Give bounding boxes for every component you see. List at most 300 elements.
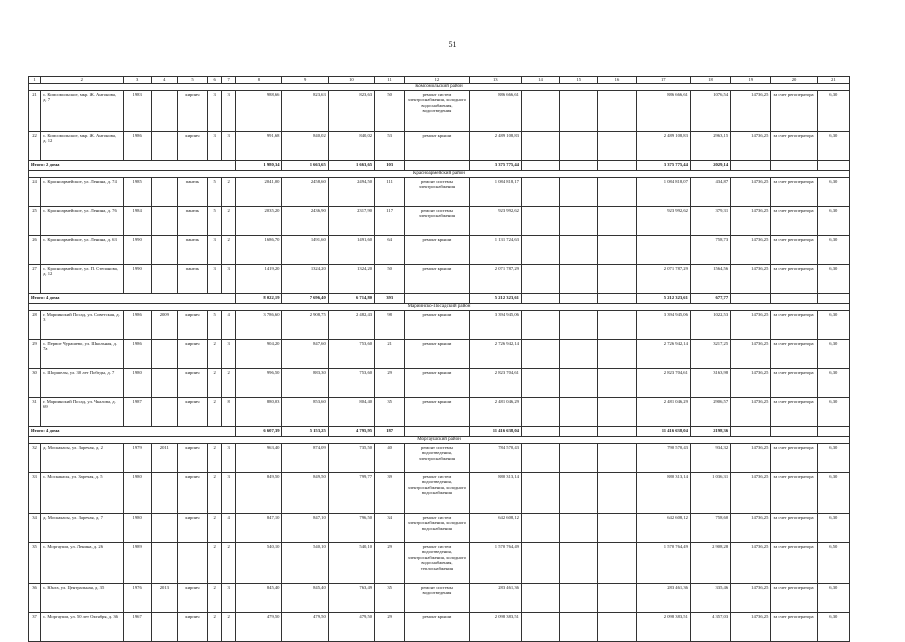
table-cell: 2009 (151, 311, 177, 340)
table-row (29, 369, 850, 398)
table-cell: 904,20 (236, 340, 282, 369)
table-cell (817, 427, 849, 437)
column-number: 3 (123, 77, 151, 84)
table-cell: 2 908,28 (690, 543, 730, 584)
table-cell: 14736,25 (731, 514, 771, 543)
column-number: 2 (41, 77, 124, 84)
table-cell (598, 444, 636, 473)
table-cell: 6,30 (817, 340, 849, 369)
table-cell: 111 (375, 178, 405, 207)
table-cell: 1 570 764,49 (469, 543, 521, 584)
table-cell: 35 (29, 543, 41, 584)
table-cell: 3 (222, 91, 236, 132)
table-cell: 3 (222, 340, 236, 369)
table-cell: 33 (29, 473, 41, 514)
total-row (29, 427, 850, 437)
table-cell (521, 236, 559, 265)
table-cell: ремонт систем водоотведения, электроснабжения, холодного водоснабжения (405, 473, 469, 514)
table-cell: 6,30 (817, 444, 849, 473)
table-cell: за счет регоператора (771, 473, 817, 514)
table-cell (560, 265, 598, 294)
table-cell: 1 084 818,17 (469, 178, 521, 207)
table-cell: 1985 (123, 178, 151, 207)
table-cell: 6 714,80 (328, 294, 374, 304)
table-cell: с. Комсомольское, мкр. Ж. Антонова, д. 12 (41, 132, 124, 161)
table-cell: за счет регоператора (771, 543, 817, 584)
table-cell: за счет регоператора (771, 178, 817, 207)
table-cell (521, 514, 559, 543)
table-cell: 379,31 (690, 207, 730, 236)
column-number: 20 (771, 77, 817, 84)
table-cell: за счет регоператора (771, 265, 817, 294)
table-cell: 2 482,43 (328, 311, 374, 340)
table-cell: 540,10 (282, 543, 328, 584)
column-number: 14 (521, 77, 559, 84)
table-cell: 11 416 638,04 (469, 427, 521, 437)
table-cell (521, 265, 559, 294)
table-cell (560, 340, 598, 369)
table-cell: 1419,20 (236, 265, 282, 294)
table-cell: 2 (208, 514, 222, 543)
table-cell: 6,30 (817, 398, 849, 427)
table-cell: д. Москакасы, ул. Заречая, д. 7 (41, 514, 124, 543)
table-row (29, 132, 850, 161)
table-cell (560, 369, 598, 398)
table-cell: 2013 (151, 584, 177, 613)
table-cell: 2 823 704,61 (469, 369, 521, 398)
table-cell: 283 461,36 (469, 584, 521, 613)
table-cell: 2 098 383,51 (636, 613, 690, 642)
table-cell: 53 (375, 132, 405, 161)
table-cell: 50 (375, 91, 405, 132)
table-cell: ремонт системы электроснабжения (405, 178, 469, 207)
table-cell: 1 663,65 (328, 161, 374, 171)
table-cell: 3 (222, 473, 236, 514)
table-cell: ремонт крыши (405, 340, 469, 369)
repair-program-table (28, 76, 850, 642)
table-cell: 847,10 (282, 514, 328, 543)
column-number: 1 (29, 77, 41, 84)
table-cell (405, 427, 469, 437)
table-cell: 1980 (123, 514, 151, 543)
district-name: Красноармейский район (29, 171, 850, 178)
column-number: 7 (222, 77, 236, 84)
table-cell: за счет регоператора (771, 514, 817, 543)
table-row (29, 91, 850, 132)
table-cell: панель (177, 265, 207, 294)
table-row (29, 473, 850, 514)
table-cell: 1 131 724,63 (469, 236, 521, 265)
table-cell: ремонт крыши (405, 398, 469, 427)
table-cell: 3 375 775,44 (469, 161, 521, 171)
table-cell: за счет регоператора (771, 311, 817, 340)
table-cell (598, 427, 636, 437)
table-cell: 1986 (123, 340, 151, 369)
table-cell: 5 (208, 178, 222, 207)
table-cell (560, 161, 598, 171)
table-cell: 3 394 945,06 (469, 311, 521, 340)
table-cell: 11 416 638,04 (636, 427, 690, 437)
table-cell: 1979 (123, 444, 151, 473)
table-cell (560, 427, 598, 437)
table-cell (151, 543, 177, 584)
table-cell: 991,68 (236, 132, 282, 161)
table-cell: 2 (208, 340, 222, 369)
table-cell: 849,50 (282, 473, 328, 514)
table-cell: 3 786,60 (236, 311, 282, 340)
table-cell: 2458,60 (282, 178, 328, 207)
table-cell (560, 311, 598, 340)
table-cell: 2906,57 (690, 398, 730, 427)
table-cell (405, 294, 469, 304)
table-cell: 845,40 (236, 584, 282, 613)
table-cell (151, 178, 177, 207)
table-cell: за счет регоператора (771, 444, 817, 473)
table-cell: с. Красноармейское, ул. Ленина, д. 74 (41, 178, 124, 207)
table-cell: 4 (222, 514, 236, 543)
table-cell: 1987 (123, 398, 151, 427)
table-cell (598, 340, 636, 369)
table-cell: 1324,20 (282, 265, 328, 294)
table-cell: 2 823 704,61 (636, 369, 690, 398)
table-cell: 35 (375, 584, 405, 613)
data-table (28, 76, 850, 642)
table-cell: 677,77 (690, 294, 730, 304)
column-number: 10 (328, 77, 374, 84)
table-cell: 3 (222, 584, 236, 613)
table-cell: 2 (208, 369, 222, 398)
table-cell: 1980 (123, 473, 151, 514)
table-row (29, 444, 850, 473)
table-cell: 6,30 (817, 584, 849, 613)
table-cell: 1 084 818,07 (636, 178, 690, 207)
table-cell (598, 265, 636, 294)
table-cell: 5 (208, 207, 222, 236)
table-cell: 14736,25 (731, 132, 771, 161)
table-cell: 1491,60 (282, 236, 328, 265)
table-cell: 2 489 108,83 (469, 132, 521, 161)
table-cell: 886 666,61 (469, 91, 521, 132)
table-cell: 6,30 (817, 91, 849, 132)
table-cell: за счет регоператора (771, 398, 817, 427)
table-cell: с. Комсомольское, мкр. Ж. Антонова, д. 7 (41, 91, 124, 132)
table-cell: 3 375 775,44 (636, 161, 690, 171)
column-number: 4 (151, 77, 177, 84)
table-cell: за счет регоператора (771, 207, 817, 236)
table-cell (521, 613, 559, 642)
table-cell: 21 (29, 91, 41, 132)
table-cell: 2035,20 (236, 207, 282, 236)
table-cell: 790 570,43 (636, 444, 690, 473)
table-row (29, 543, 850, 584)
table-cell: 1980 (123, 369, 151, 398)
table-cell: 2 (222, 178, 236, 207)
table-cell: 753,60 (328, 340, 374, 369)
table-row (29, 236, 850, 265)
table-cell: ремонт систем электроснабжения, холодного водоснабжения, водоотведения (405, 91, 469, 132)
table-row (29, 265, 850, 294)
table-cell (521, 91, 559, 132)
table-cell (598, 178, 636, 207)
table-cell: 14736,25 (731, 584, 771, 613)
table-cell: г. Мариинский Посад, ул. Чкалова, д. 69 (41, 398, 124, 427)
total-row (29, 161, 850, 171)
table-cell: с. Моргауши, ул. Ленина, д. 26 (41, 543, 124, 584)
table-cell (560, 91, 598, 132)
table-cell: ремонт крыши (405, 369, 469, 398)
table-cell (521, 473, 559, 514)
table-cell: 1984 (123, 207, 151, 236)
table-cell: 2963,15 (690, 132, 730, 161)
table-cell: 2 (208, 613, 222, 642)
table-cell (560, 178, 598, 207)
table-cell (598, 398, 636, 427)
table-cell (598, 132, 636, 161)
table-cell: 996,50 (236, 369, 282, 398)
table-cell: 540,10 (328, 543, 374, 584)
table-cell: за счет регоператора (771, 584, 817, 613)
table-cell: 5 (208, 311, 222, 340)
column-number: 6 (208, 77, 222, 84)
table-row (29, 514, 850, 543)
table-cell: 963,40 (236, 444, 282, 473)
table-cell: 1986 (123, 132, 151, 161)
table-cell: 804,40 (328, 398, 374, 427)
table-cell: 5 212 323,61 (636, 294, 690, 304)
table-cell: 5 153,25 (282, 427, 328, 437)
table-cell (151, 398, 177, 427)
table-cell: 642 608,12 (636, 514, 690, 543)
table-cell: кирпич (177, 584, 207, 613)
total-label: Итого: 4 дома (29, 294, 236, 304)
table-cell (151, 369, 177, 398)
table-cell (598, 236, 636, 265)
table-cell: 6,30 (817, 265, 849, 294)
table-cell: 14736,25 (731, 613, 771, 642)
table-cell: 39 (375, 473, 405, 514)
table-cell: 2 (222, 613, 236, 642)
column-number: 17 (636, 77, 690, 84)
district-row (29, 171, 850, 178)
table-cell: 14736,25 (731, 340, 771, 369)
table-cell (151, 91, 177, 132)
table-cell: 2 481 046,29 (636, 398, 690, 427)
table-cell: 21 (375, 340, 405, 369)
table-cell: 823,63 (328, 91, 374, 132)
table-cell: 1 980,34 (236, 161, 282, 171)
table-cell: 14736,25 (731, 207, 771, 236)
table-cell: 2317,90 (328, 207, 374, 236)
table-cell: 799,77 (328, 473, 374, 514)
table-cell: панель (177, 236, 207, 265)
table-cell: 34 (375, 514, 405, 543)
table-cell: с. Красноармейское, ул. Ленина, д. 63 (41, 236, 124, 265)
table-cell: 30 (29, 369, 41, 398)
table-cell: с. Москакасы, ул. Заречая, д. 5 (41, 473, 124, 514)
table-cell (151, 340, 177, 369)
table-cell: 29 (375, 543, 405, 584)
table-cell: ремонт системы водоотведения, электроснабжения (405, 444, 469, 473)
table-cell: 479,50 (328, 613, 374, 642)
table-cell: 2 (222, 369, 236, 398)
table-cell: 1990 (123, 265, 151, 294)
table-cell: 2 098 383,51 (469, 613, 521, 642)
table-cell: ремонт систем электроснабжения, холодного водоснабжения (405, 514, 469, 543)
table-cell (817, 161, 849, 171)
column-number: 12 (405, 77, 469, 84)
table-cell: панель (177, 178, 207, 207)
district-name: Моргаушский район (29, 437, 850, 444)
table-cell (598, 369, 636, 398)
table-cell (560, 207, 598, 236)
table-cell: 2011 (151, 444, 177, 473)
table-cell: 988,66 (236, 91, 282, 132)
table-cell: 335,46 (690, 584, 730, 613)
table-cell: кирпич (177, 311, 207, 340)
table-cell: 2 908,75 (282, 311, 328, 340)
table-cell: 3 (222, 132, 236, 161)
table-cell: 283 461,36 (636, 584, 690, 613)
table-cell: 758,73 (690, 236, 730, 265)
table-cell (151, 132, 177, 161)
table-cell: 4 795,95 (328, 427, 374, 437)
table-cell: ремонт крыши (405, 613, 469, 642)
table-cell (521, 294, 559, 304)
table-cell: 796,50 (328, 514, 374, 543)
table-cell: 35 (375, 398, 405, 427)
table-cell: 2 489 108,83 (636, 132, 690, 161)
table-cell: 6,30 (817, 207, 849, 236)
table-cell: 3 (208, 132, 222, 161)
district-row (29, 437, 850, 444)
table-cell: за счет регоператора (771, 132, 817, 161)
table-cell: 64 (375, 236, 405, 265)
table-cell (598, 91, 636, 132)
table-cell (521, 311, 559, 340)
table-cell: 14736,25 (731, 236, 771, 265)
column-number: 16 (598, 77, 636, 84)
table-cell (598, 514, 636, 543)
table-cell: 2 071 787,29 (469, 265, 521, 294)
table-cell (598, 543, 636, 584)
table-cell: 2 (222, 207, 236, 236)
table-cell: 6,30 (817, 311, 849, 340)
column-number: 21 (817, 77, 849, 84)
table-cell: кирпич (177, 132, 207, 161)
table-cell: 6,30 (817, 132, 849, 161)
table-cell (771, 427, 817, 437)
table-cell (598, 161, 636, 171)
table-cell: 880 313,14 (636, 473, 690, 514)
table-cell: 3 (208, 91, 222, 132)
table-cell: 98 (375, 311, 405, 340)
table-cell: 3217,25 (690, 340, 730, 369)
table-cell: 886 666,61 (636, 91, 690, 132)
table-cell: 14736,25 (731, 265, 771, 294)
table-cell: кирпич (177, 398, 207, 427)
table-cell: 4 (222, 311, 236, 340)
table-cell: за счет регоператора (771, 236, 817, 265)
table-cell: 845,40 (282, 584, 328, 613)
table-cell: 934,32 (690, 444, 730, 473)
table-cell: 2 (208, 543, 222, 584)
table-cell: 847,10 (236, 514, 282, 543)
table-cell (560, 132, 598, 161)
table-cell: 883,30 (282, 369, 328, 398)
table-cell (521, 584, 559, 613)
table-cell: ремонт системы электроснабжения (405, 207, 469, 236)
table-cell: 34 (29, 514, 41, 543)
table-cell (521, 369, 559, 398)
table-cell: 880 313,14 (469, 473, 521, 514)
table-cell: 2 (208, 473, 222, 514)
table-cell (598, 473, 636, 514)
table-cell: 22 (29, 132, 41, 161)
table-cell (636, 236, 690, 265)
table-cell: 50 (375, 265, 405, 294)
table-cell: 2 071 787,29 (636, 265, 690, 294)
column-number: 5 (177, 77, 207, 84)
table-cell: 479,50 (282, 613, 328, 642)
total-label: Итого: 4 дома (29, 427, 236, 437)
table-cell (521, 132, 559, 161)
table-cell (598, 207, 636, 236)
table-row (29, 398, 850, 427)
table-cell: 14736,25 (731, 444, 771, 473)
table-cell (771, 294, 817, 304)
table-cell: 540,10 (236, 543, 282, 584)
table-cell: 37 (29, 613, 41, 642)
table-cell: ремонт крыши (405, 265, 469, 294)
table-cell (521, 444, 559, 473)
table-cell: с. Шоршелы, ул. 30 лет Победы, д. 7 (41, 369, 124, 398)
table-cell: 1967 (123, 613, 151, 642)
column-number: 11 (375, 77, 405, 84)
table-cell (151, 265, 177, 294)
table-cell: 6,30 (817, 473, 849, 514)
table-cell: 1989 (123, 543, 151, 584)
table-cell: ремонт крыши (405, 132, 469, 161)
table-cell: кирпич (177, 369, 207, 398)
district-row (29, 304, 850, 311)
table-cell: за счет регоператора (771, 369, 817, 398)
table-cell: 14736,25 (731, 311, 771, 340)
table-cell (598, 613, 636, 642)
table-cell: 479,50 (236, 613, 282, 642)
table-cell: 1022,53 (690, 311, 730, 340)
table-cell (817, 294, 849, 304)
table-cell: 2 726 942,14 (469, 340, 521, 369)
table-cell: кирпич (177, 473, 207, 514)
table-cell: 393 (375, 294, 405, 304)
column-number: 13 (469, 77, 521, 84)
table-cell: 642 608,12 (469, 514, 521, 543)
table-cell: 3163,98 (690, 369, 730, 398)
table-cell: кирпич (177, 91, 207, 132)
table-cell (598, 311, 636, 340)
table-cell: 6 607,39 (236, 427, 282, 437)
table-cell (598, 294, 636, 304)
table-cell (151, 514, 177, 543)
table-cell: 5 212 323,61 (469, 294, 521, 304)
table-cell: ремонт крыши (405, 236, 469, 265)
table-cell: 1976 (123, 584, 151, 613)
table-cell: 880,03 (236, 398, 282, 427)
table-cell: кирпич (177, 340, 207, 369)
column-number: 9 (282, 77, 328, 84)
table-cell: 25 (29, 207, 41, 236)
table-cell: ремонт систем водоотведения, электроснабжения, холодного водоснабжения, теплоснабжения (405, 543, 469, 584)
